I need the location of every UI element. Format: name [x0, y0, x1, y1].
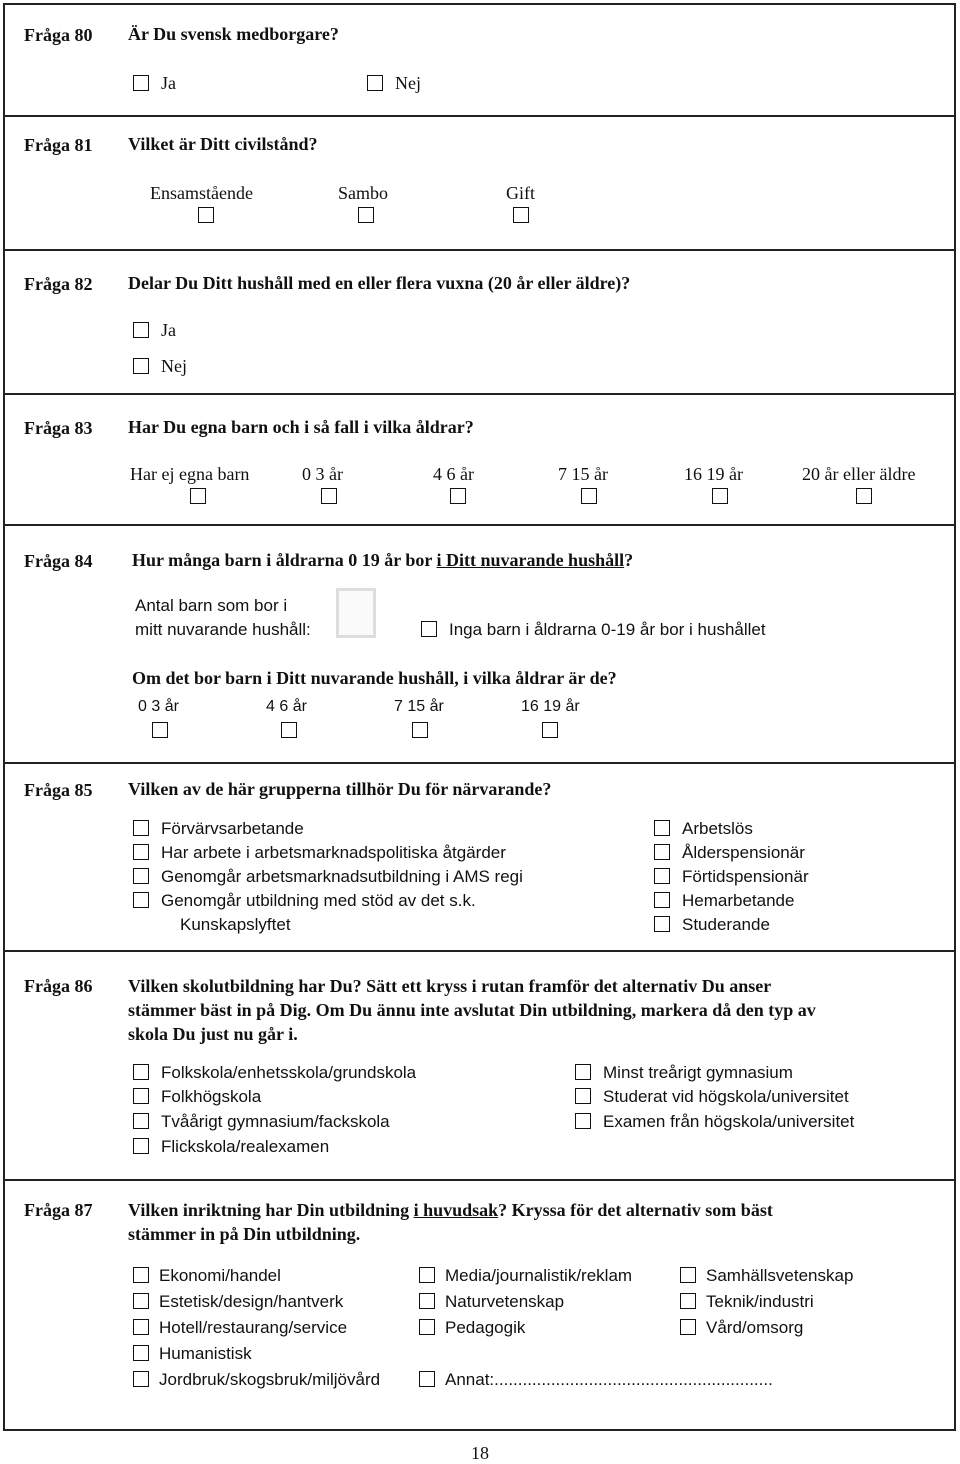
option-utbildning[interactable] [133, 891, 476, 913]
option-label: Har ej egna barn [130, 464, 250, 484]
sub-question-text: Om det bor barn i Ditt nuvarande hushåll, i vilka åldrar är de? [132, 668, 617, 688]
question-text [128, 22, 339, 46]
option-label: 0 3 år [138, 698, 179, 715]
checkbox-age-16-19[interactable] [542, 722, 558, 738]
count-label-line-2: mitt nuvarande hushåll: [135, 620, 311, 639]
question-number: Fråga 83 [24, 418, 93, 438]
checkbox-age-16-19[interactable] [712, 488, 728, 504]
option-vard[interactable] [680, 1318, 803, 1340]
question-text-part: Vilken inriktning har Din utbildning [128, 1200, 414, 1220]
option-label: Förtidspensionär [682, 867, 809, 886]
option-label: Examen från högskola/universitet [603, 1112, 855, 1131]
option-label: Naturvetenskap [445, 1292, 565, 1311]
option-label: Studerat vid högskola/universitet [603, 1087, 849, 1106]
checkbox[interactable] [133, 1319, 149, 1335]
checkbox-ensamstaende[interactable] [198, 207, 214, 223]
checkbox-gift[interactable] [513, 207, 529, 223]
question-text-part: Hur många barn i åldrarna 0 19 år bor [132, 550, 437, 570]
divider [5, 249, 954, 251]
checkbox[interactable] [133, 358, 149, 374]
option-label: Sambo [338, 183, 389, 203]
option-estetisk[interactable] [133, 1292, 343, 1314]
checkbox[interactable] [133, 322, 149, 338]
option-hotell[interactable] [133, 1318, 347, 1340]
option-label-continuation: Kunskapslyftet [180, 915, 291, 934]
option-teknik[interactable] [680, 1292, 814, 1314]
option-label: Genomgår arbetsmarknadsutbildning i AMS regi [161, 867, 523, 886]
checkbox[interactable] [421, 621, 437, 637]
option-ja[interactable] [133, 73, 176, 95]
question-text: Delar Du Ditt hushåll med en eller flera vuxna (20 år eller äldre)? [128, 273, 631, 293]
option-label: 20 år eller äldre [802, 464, 916, 484]
option-label: Ja [161, 320, 176, 340]
question-text-line-2: stämmer bäst in på Dig. Om Du ännu inte avslutat Din utbildning, markera då den typ av [128, 1000, 816, 1020]
option-label: Minst treårigt gymnasium [603, 1063, 793, 1082]
option-trearigt-gymnasium[interactable] [575, 1063, 793, 1085]
checkbox[interactable] [575, 1088, 591, 1104]
option-label: Hemarbetande [682, 891, 795, 910]
question-text-line-2: stämmer in på Din utbildning. [128, 1224, 361, 1244]
option-humanistisk[interactable] [133, 1344, 252, 1366]
option-alderspensionar[interactable] [654, 843, 805, 865]
option-label: Ålderspensionär [682, 843, 805, 862]
option-label: Arbetslös [682, 819, 753, 838]
option-annat[interactable] [419, 1370, 773, 1392]
question-number: Fråga 84 [24, 551, 93, 571]
option-jordbruk[interactable] [133, 1370, 380, 1392]
checkbox[interactable] [654, 820, 670, 836]
checkbox[interactable] [133, 1088, 149, 1104]
option-label: 7 15 år [394, 698, 444, 715]
checkbox[interactable] [133, 1345, 149, 1361]
option-arbetsmarknadspolitiska[interactable] [133, 843, 506, 865]
option-label: Studerande [682, 915, 770, 934]
option-label: Folkhögskola [161, 1087, 262, 1106]
option-label: Inga barn i åldrarna 0-19 år bor i hushållet [449, 620, 766, 639]
question-number: Fråga 82 [24, 274, 93, 294]
checkbox[interactable] [419, 1267, 435, 1283]
question-text: Har Du egna barn och i så fall i vilka åldrar? [128, 417, 474, 437]
divider [5, 1179, 954, 1181]
checkbox[interactable] [680, 1267, 696, 1283]
question-number: Fråga 80 [24, 25, 93, 45]
child-count-input[interactable] [336, 588, 376, 638]
checkbox[interactable] [419, 1293, 435, 1309]
option-label: Nej [395, 73, 421, 93]
option-arbetslos[interactable] [654, 819, 753, 841]
option-samhallsvetenskap[interactable] [680, 1266, 853, 1288]
option-hogskola-examen[interactable] [575, 1112, 854, 1134]
checkbox[interactable] [133, 1267, 149, 1283]
option-label: Har arbete i arbetsmarknadspolitiska åtgärder [161, 843, 506, 862]
option-forvarvsarbetande[interactable] [133, 819, 304, 841]
checkbox[interactable] [654, 892, 670, 908]
checkbox-sambo[interactable] [358, 207, 374, 223]
checkbox[interactable] [133, 1293, 149, 1309]
option-label: Jordbruk/skogsbruk/miljövård [159, 1370, 381, 1389]
divider [5, 762, 954, 764]
option-hemarbetande[interactable] [654, 891, 794, 913]
checkbox-age-20-plus[interactable] [856, 488, 872, 504]
option-label: 4 6 år [433, 464, 474, 484]
question-text-part: ? [624, 550, 634, 570]
option-label: Förvärvsarbetande [161, 819, 304, 838]
question-text-line-1: Vilken skolutbildning har Du? Sätt ett kryss i rutan framför det alternativ Du anser [128, 976, 772, 996]
question-text-emphasis: i Ditt nuvarande hushåll [436, 550, 625, 570]
checkbox-no-children[interactable] [190, 488, 206, 504]
option-label: 0 3 år [302, 464, 343, 484]
option-label: Humanistisk [159, 1344, 252, 1363]
option-label: 4 6 år [266, 698, 307, 715]
page-number: 18 [471, 1443, 489, 1463]
count-label-line-1: Antal barn som bor i [135, 596, 288, 615]
checkbox[interactable] [133, 1138, 149, 1154]
checkbox[interactable] [575, 1113, 591, 1129]
divider [5, 115, 954, 117]
question-number: Fråga 86 [24, 976, 93, 996]
option-label: Nej [161, 356, 187, 376]
checkbox[interactable] [654, 916, 670, 932]
checkbox-age-7-15[interactable] [412, 722, 428, 738]
question-text: Vilken av de här grupperna tillhör Du för närvarande? [128, 779, 552, 799]
option-label: Tvåårigt gymnasium/fackskola [161, 1112, 390, 1131]
option-folkhogskola[interactable] [133, 1087, 261, 1109]
option-label: 16 19 år [521, 698, 580, 715]
option-naturvetenskap[interactable] [419, 1292, 564, 1314]
option-label: Flickskola/realexamen [161, 1137, 330, 1156]
checkbox[interactable] [133, 868, 149, 884]
question-number: Fråga 85 [24, 780, 93, 800]
checkbox[interactable] [133, 1064, 149, 1080]
option-ekonomi[interactable] [133, 1266, 281, 1288]
option-pedagogik[interactable] [419, 1318, 525, 1340]
option-label: Media/journalistik/reklam [445, 1266, 633, 1285]
option-label: Estetisk/design/hantverk [159, 1292, 344, 1311]
option-label: Ensamstående [150, 183, 253, 203]
checkbox[interactable] [680, 1293, 696, 1309]
question-number: Fråga 81 [24, 135, 93, 155]
option-ams[interactable] [133, 867, 523, 889]
question-text-label: Är Du svensk medborgare? [128, 24, 339, 44]
checkbox-age-4-6[interactable] [450, 488, 466, 504]
option-label: Hotell/restaurang/service [159, 1318, 348, 1337]
option-label: Ja [161, 73, 176, 93]
option-label: 16 19 år [684, 464, 743, 484]
checkbox-age-0-3[interactable] [321, 488, 337, 504]
option-media[interactable] [419, 1266, 632, 1288]
option-label: Folkskola/enhetsskola/grundskola [161, 1063, 417, 1082]
checkbox[interactable] [680, 1319, 696, 1335]
checkbox-age-7-15[interactable] [581, 488, 597, 504]
checkbox[interactable] [367, 75, 383, 91]
question-number: Fråga 87 [24, 1200, 93, 1220]
checkbox[interactable] [419, 1371, 435, 1387]
checkbox-age-4-6[interactable] [281, 722, 297, 738]
option-studerande[interactable] [654, 915, 770, 937]
question-text-line-1 [128, 1198, 773, 1222]
checkbox[interactable] [419, 1319, 435, 1335]
checkbox[interactable] [654, 868, 670, 884]
checkbox[interactable] [133, 1371, 149, 1387]
question-text-line-3: skola Du just nu går i. [128, 1024, 298, 1044]
checkbox[interactable] [133, 75, 149, 91]
checkbox[interactable] [575, 1064, 591, 1080]
option-fortidspensionar[interactable] [654, 867, 809, 889]
divider [5, 950, 954, 952]
option-nej[interactable] [367, 73, 421, 95]
option-ja[interactable] [133, 320, 176, 342]
option-label: Samhällsvetenskap [706, 1266, 854, 1285]
question-text [132, 548, 633, 572]
divider [5, 524, 954, 526]
checkbox[interactable] [133, 844, 149, 860]
checkbox[interactable] [133, 892, 149, 908]
checkbox[interactable] [133, 1113, 149, 1129]
option-hogskola-studerat[interactable] [575, 1087, 849, 1109]
option-tvaarigt-gymnasium[interactable] [133, 1112, 390, 1134]
divider [5, 393, 954, 395]
option-label: Vård/omsorg [706, 1318, 804, 1337]
option-label: Ekonomi/handel [159, 1266, 281, 1285]
checkbox[interactable] [133, 820, 149, 836]
option-label: Genomgår utbildning med stöd av det s.k. [161, 891, 476, 910]
question-text: Vilket är Ditt civilstånd? [128, 134, 318, 154]
question-text-part: ? Kryssa för det alternativ som bäst [498, 1200, 773, 1220]
checkbox[interactable] [654, 844, 670, 860]
option-folkskola[interactable] [133, 1063, 416, 1085]
option-label: Pedagogik [445, 1318, 526, 1337]
option-label: Annat:........................................................... [445, 1370, 773, 1389]
option-no-children[interactable] [421, 620, 766, 642]
question-text-emphasis: i huvudsak [413, 1200, 499, 1220]
option-label: Gift [506, 183, 535, 203]
option-nej[interactable] [133, 356, 187, 378]
option-label: Teknik/industri [706, 1292, 814, 1311]
checkbox-age-0-3[interactable] [152, 722, 168, 738]
option-label: 7 15 år [558, 464, 608, 484]
option-flickskola[interactable] [133, 1137, 329, 1159]
